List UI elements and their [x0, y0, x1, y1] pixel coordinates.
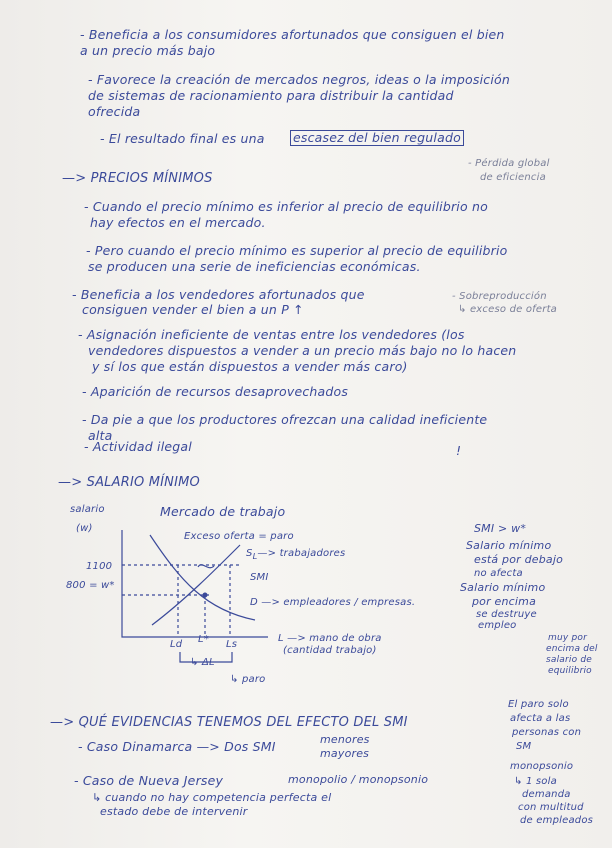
side-note: monopsonio	[510, 761, 574, 772]
x-axis-label: L —> mano de obra	[278, 633, 382, 644]
side-note: ↳ exceso de oferta	[458, 304, 558, 315]
axis-label: salario	[70, 504, 105, 515]
side-note: equilibrio	[548, 666, 592, 676]
side-note: de empleados	[520, 815, 594, 826]
demand-label: D —> empleadores / empresas.	[250, 597, 416, 608]
text-line: - Aparición de recursos desaprovechados	[82, 384, 349, 399]
side-note: SMI > w*	[474, 522, 527, 535]
y-tick: 1100	[86, 561, 113, 572]
side-note: personas con	[512, 727, 582, 738]
side-note: Salario mínimo	[466, 539, 552, 552]
boxed-text: escasez del bien regulado	[290, 130, 464, 146]
section-heading: —> PRECIOS MÍNIMOS	[62, 171, 213, 186]
text-line: ofrecida	[88, 104, 141, 119]
text-line: consiguen vender el bien a un P ↑	[82, 302, 304, 317]
side-note: - Pérdida global	[468, 158, 550, 169]
side-note: de eficiencia	[480, 172, 546, 183]
side-note: no afecta	[474, 568, 523, 579]
text-line: - Da pie a que los productores ofrezcan una calidad ineficiente	[82, 412, 488, 427]
text-line: - Asignación ineficiente de ventas entre los vendedores (los	[78, 327, 465, 342]
diagram-note: Exceso oferta = paro	[184, 531, 294, 542]
section-heading: —> QUÉ EVIDENCIAS TENEMOS DEL EFECTO DEL SMI	[50, 715, 408, 730]
side-note: muy por	[548, 633, 587, 643]
x-axis-label: (cantidad trabajo)	[283, 645, 377, 656]
x-tick: L*	[198, 634, 209, 645]
equilibrium-point	[203, 593, 208, 598]
text-line: alta	[88, 428, 113, 443]
side-note: salario de	[546, 655, 593, 665]
text-line: hay efectos en el mercado.	[90, 215, 266, 230]
text-line: - Pero cuando el precio mínimo es superior al precio de equilibrio	[86, 243, 508, 258]
text-line: menores	[320, 733, 370, 746]
text-line: estado debe de intervenir	[100, 805, 248, 818]
text-line: y sí los que están dispuestos a vender más caro)	[92, 359, 408, 374]
text-line: ↳ cuando no hay competencia perfecta el	[92, 791, 332, 804]
text-line: - Beneficia a los vendedores afortunados que	[72, 287, 365, 302]
text-line: de sistemas de racionamiento para distribuir la cantidad	[88, 88, 454, 103]
side-note: SM	[516, 741, 532, 752]
supply-label: $S_L—>$ trabajadores	[246, 548, 346, 561]
text-line: - Caso Dinamarca —> Dos SMI	[78, 739, 276, 754]
paro-label: ↳ paro	[230, 674, 266, 685]
delta-label: ↳ ΔL	[190, 657, 215, 668]
diagram-title: Mercado de trabajo	[160, 504, 286, 519]
x-tick: Ld	[170, 639, 183, 650]
smi-label: SMI	[250, 572, 269, 583]
text-line: - Favorece la creación de mercados negros, ideas o la imposición	[88, 72, 511, 87]
side-note: con multitud	[518, 802, 584, 813]
text-line: monopolio / monopsonio	[288, 773, 429, 786]
text-line: - Actividad ilegal	[84, 439, 192, 454]
section-heading: —> SALARIO MÍNIMO	[58, 475, 200, 490]
y-tick: 800 = w*	[66, 580, 115, 591]
text-line: - El resultado final es una	[100, 131, 265, 146]
side-note: por encima	[472, 595, 537, 608]
side-note: - Sobreproducción	[452, 291, 547, 302]
x-tick: Ls	[226, 639, 238, 650]
side-note: está por debajo	[474, 553, 564, 566]
text-line: vendedores dispuestos a vender a un precio más bajo no lo hacen	[88, 343, 517, 358]
side-note: se destruye	[476, 609, 537, 620]
text-line: mayores	[320, 747, 370, 760]
side-note: encima del	[546, 644, 598, 654]
side-note: Salario mínimo	[460, 581, 546, 594]
text-line: a un precio más bajo	[80, 43, 216, 58]
text-line: se producen una serie de ineficiencias económicas.	[88, 259, 421, 274]
side-note: El paro solo	[508, 699, 569, 710]
exclamation-mark: !	[456, 443, 462, 458]
text-line: - Beneficia a los consumidores afortunados que consiguen el bien	[80, 27, 505, 42]
text-line: - Caso de Nueva Jersey	[74, 773, 224, 788]
axis-label: (w)	[76, 523, 93, 534]
side-note: empleo	[478, 620, 517, 631]
text-line: - Cuando el precio mínimo es inferior al precio de equilibrio no	[84, 199, 488, 214]
side-note: demanda	[522, 789, 571, 800]
demand-curve	[150, 535, 255, 620]
side-note: ↳ 1 sola	[514, 776, 557, 787]
side-note: afecta a las	[510, 713, 571, 724]
